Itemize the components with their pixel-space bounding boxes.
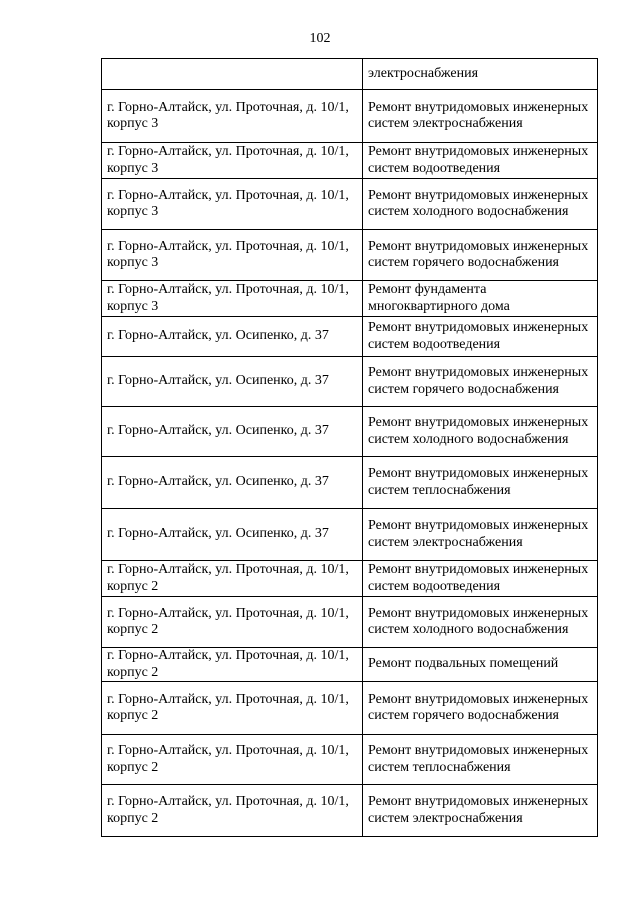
page-number: 102 [309, 31, 331, 46]
table-row [102, 90, 598, 143]
table-row [102, 561, 598, 597]
address-cell: г. Горно-Алтайск, ул. Проточная, д. 10/1, корпус 3 [102, 90, 363, 143]
address-cell: г. Горно-Алтайск, ул. Осипенко, д. 37 [102, 407, 363, 457]
work-type-cell: Ремонт внутридомовых инженерных систем холодного водоснабжения [363, 407, 598, 457]
work-type-cell: электроснабжения [363, 59, 598, 90]
table-row [102, 230, 598, 281]
address-cell: г. Горно-Алтайск, ул. Проточная, д. 10/1, корпус 2 [102, 785, 363, 837]
work-type-cell: Ремонт фундамента многоквартирного дома [363, 281, 598, 317]
table-row [102, 59, 598, 90]
table-row [102, 317, 598, 357]
work-type-cell: Ремонт внутридомовых инженерных систем водоотведения [363, 317, 598, 357]
table-row [102, 143, 598, 179]
work-type-cell: Ремонт внутридомовых инженерных систем холодного водоснабжения [363, 179, 598, 230]
table-row [102, 457, 598, 509]
address-cell: г. Горно-Алтайск, ул. Проточная, д. 10/1, корпус 2 [102, 735, 363, 785]
table-row [102, 509, 598, 561]
work-type-cell: Ремонт внутридомовых инженерных систем электроснабжения [363, 785, 598, 837]
work-type-cell: Ремонт подвальных помещений [363, 648, 598, 682]
address-cell: г. Горно-Алтайск, ул. Проточная, д. 10/1, корпус 3 [102, 281, 363, 317]
table-row [102, 648, 598, 682]
table-body [102, 59, 598, 837]
work-type-cell: Ремонт внутридомовых инженерных систем электроснабжения [363, 90, 598, 143]
work-type-cell: Ремонт внутридомовых инженерных систем горячего водоснабжения [363, 682, 598, 735]
address-cell: г. Горно-Алтайск, ул. Осипенко, д. 37 [102, 317, 363, 357]
address-cell: г. Горно-Алтайск, ул. Проточная, д. 10/1, корпус 3 [102, 230, 363, 281]
table-row [102, 179, 598, 230]
work-type-cell: Ремонт внутридомовых инженерных систем водоотведения [363, 561, 598, 597]
address-cell: г. Горно-Алтайск, ул. Проточная, д. 10/1, корпус 2 [102, 597, 363, 648]
address-cell: г. Горно-Алтайск, ул. Проточная, д. 10/1, корпус 3 [102, 179, 363, 230]
address-cell: г. Горно-Алтайск, ул. Проточная, д. 10/1, корпус 2 [102, 648, 363, 682]
work-type-cell: Ремонт внутридомовых инженерных систем водоотведения [363, 143, 598, 179]
address-cell: г. Горно-Алтайск, ул. Проточная, д. 10/1, корпус 2 [102, 561, 363, 597]
address-cell: г. Горно-Алтайск, ул. Проточная, д. 10/1, корпус 3 [102, 143, 363, 179]
table-row [102, 407, 598, 457]
address-cell [102, 59, 363, 90]
work-type-cell: Ремонт внутридомовых инженерных систем горячего водоснабжения [363, 357, 598, 407]
table-row [102, 735, 598, 785]
work-type-cell: Ремонт внутридомовых инженерных систем электроснабжения [363, 509, 598, 561]
work-type-cell: Ремонт внутридомовых инженерных систем теплоснабжения [363, 457, 598, 509]
address-cell: г. Горно-Алтайск, ул. Осипенко, д. 37 [102, 509, 363, 561]
table-row [102, 597, 598, 648]
work-type-cell: Ремонт внутридомовых инженерных систем холодного водоснабжения [363, 597, 598, 648]
address-cell: г. Горно-Алтайск, ул. Осипенко, д. 37 [102, 457, 363, 509]
table-row [102, 682, 598, 735]
table-row [102, 357, 598, 407]
repair-works-table [101, 58, 598, 837]
address-cell: г. Горно-Алтайск, ул. Проточная, д. 10/1, корпус 2 [102, 682, 363, 735]
work-type-cell: Ремонт внутридомовых инженерных систем теплоснабжения [363, 735, 598, 785]
address-cell: г. Горно-Алтайск, ул. Осипенко, д. 37 [102, 357, 363, 407]
table-row [102, 785, 598, 837]
table-row [102, 281, 598, 317]
work-type-cell: Ремонт внутридомовых инженерных систем горячего водоснабжения [363, 230, 598, 281]
